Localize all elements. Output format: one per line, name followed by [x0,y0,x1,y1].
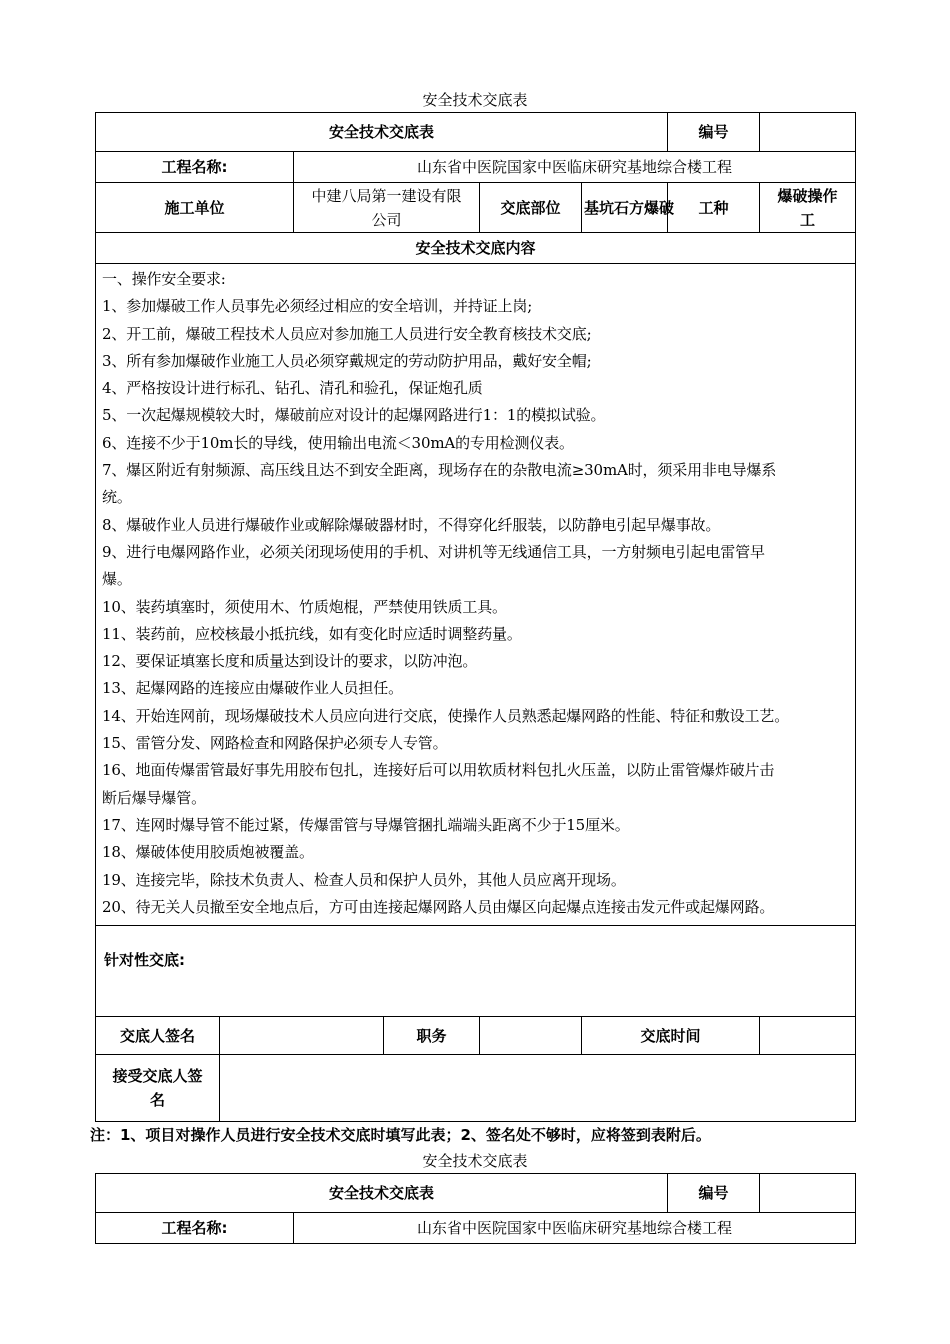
content-line: 断后爆导爆管。 [102,788,206,807]
content-line: 8、爆破作业人员进行爆破作业或解除爆破器材时，不得穿化纤服装，以防静电引起早爆事故。 [102,515,721,534]
number-field-2[interactable] [760,1174,856,1213]
part-value: 基坑石方爆破 [582,183,668,233]
content-line: 12、要保证填塞长度和质量达到设计的要求，以防冲泡。 [102,652,478,671]
content-line: 1、参加爆破工作人员事先必须经过相应的安全培训，并持证上岗; [102,297,533,316]
receiver-label: 接受交底人签名 [96,1055,220,1122]
footnote: 注：1、项目对操作人员进行安全技术交底时填写此表；2、签名处不够时，应将签到表附后。 [90,1126,711,1144]
content-line: 20、待无关人员撤至安全地点后，方可由连接起爆网路人员由爆区向起爆点连接击发元件或起爆网路。 [102,897,775,916]
unit-label: 施工单位 [96,183,294,233]
time-label: 交底时间 [582,1017,760,1055]
safety-briefing-form-2 [95,1173,856,1244]
content-line: 9、进行电爆网路作业，必须关闭现场使用的手机、对讲机等无线通信工具，一方射频电引起电雷管早 [102,542,765,561]
content-line: 3、所有参加爆破作业施工人员必须穿戴规定的劳动防护用品，戴好安全帽; [102,351,592,370]
content-line: 一、操作安全要求: [102,270,226,288]
content-line: 17、连网时爆导管不能过紧，传爆雷管与导爆管捆扎端端头距离不少于15厘米。 [102,815,630,834]
trade-label: 工种 [668,183,760,233]
content-line: 5、一次起爆规模较大时，爆破前应对设计的起爆网路进行1：1的模拟试验。 [102,406,606,425]
form-title: 安全技术交底表 [96,113,668,152]
part-label: 交底部位 [480,183,582,233]
signer-field[interactable] [220,1017,384,1055]
form-title-2: 安全技术交底表 [96,1174,668,1213]
receiver-field[interactable] [220,1055,856,1122]
content-line: 7、爆区附近有射频源、高压线且达不到安全距离，现场存在的杂散电流≥30mA时，须采用非电导爆系 [102,461,777,480]
trade-value: 爆破操作工 [760,183,856,233]
content-heading: 安全技术交底内容 [96,233,856,264]
page-caption: 安全技术交底表 [422,91,528,109]
content-line: 统。 [102,488,132,507]
content-line: 11、装药前，应校核最小抵抗线，如有变化时应适时调整药量。 [102,624,522,643]
content-line: 爆。 [102,570,132,589]
content-line: 16、地面传爆雷管最好事先用胶布包扎，连接好后可以用软质材料包扎火压盖，以防止雷管爆炸破片击 [102,761,775,780]
content-line: 4、严格按设计进行标孔、钻孔、清孔和验孔，保证炮孔质 [102,379,483,398]
number-field[interactable] [760,113,856,152]
content-line: 15、雷管分发、网路检查和网路保护必须专人专管。 [102,734,448,753]
project-value: 山东省中医院国家中医临床研究基地综合楼工程 [294,152,856,183]
position-label: 职务 [384,1017,480,1055]
project-label-2: 工程名称: [96,1213,294,1244]
project-value-2: 山东省中医院国家中医临床研究基地综合楼工程 [294,1213,856,1244]
content-line: 18、爆破体使用胶质炮被覆盖。 [102,843,314,862]
content-line: 14、开始连网前，现场爆破技术人员应向进行交底，使操作人员熟悉起爆网路的性能、特征和敷设工艺。 [102,706,790,725]
targeted-briefing[interactable]: 针对性交底: [96,926,856,1017]
safety-briefing-form [95,112,856,1122]
content-line: 19、连接完毕，除技术负责人、检查人员和保护人员外，其他人员应离开现场。 [102,870,626,889]
number-label-2: 编号 [668,1174,760,1213]
unit-value: 中建八局第一建设有限公司 [294,183,480,233]
content-line: 2、开工前，爆破工程技术人员应对参加施工人员进行安全教育核技术交底; [102,324,592,343]
content-body [96,264,856,926]
time-field[interactable] [760,1017,856,1055]
position-field[interactable] [480,1017,582,1055]
content-line: 13、起爆网路的连接应由爆破作业人员担任。 [102,679,403,698]
content-line: 10、装药填塞时，须使用木、竹质炮棍，严禁使用铁质工具。 [102,597,507,616]
project-label: 工程名称: [96,152,294,183]
page-caption-2: 安全技术交底表 [422,1152,528,1170]
content-line: 6、连接不少于10m长的导线，使用输出电流＜30mA的专用检测仪表。 [102,433,574,452]
signer-label: 交底人签名 [96,1017,220,1055]
number-label: 编号 [668,113,760,152]
